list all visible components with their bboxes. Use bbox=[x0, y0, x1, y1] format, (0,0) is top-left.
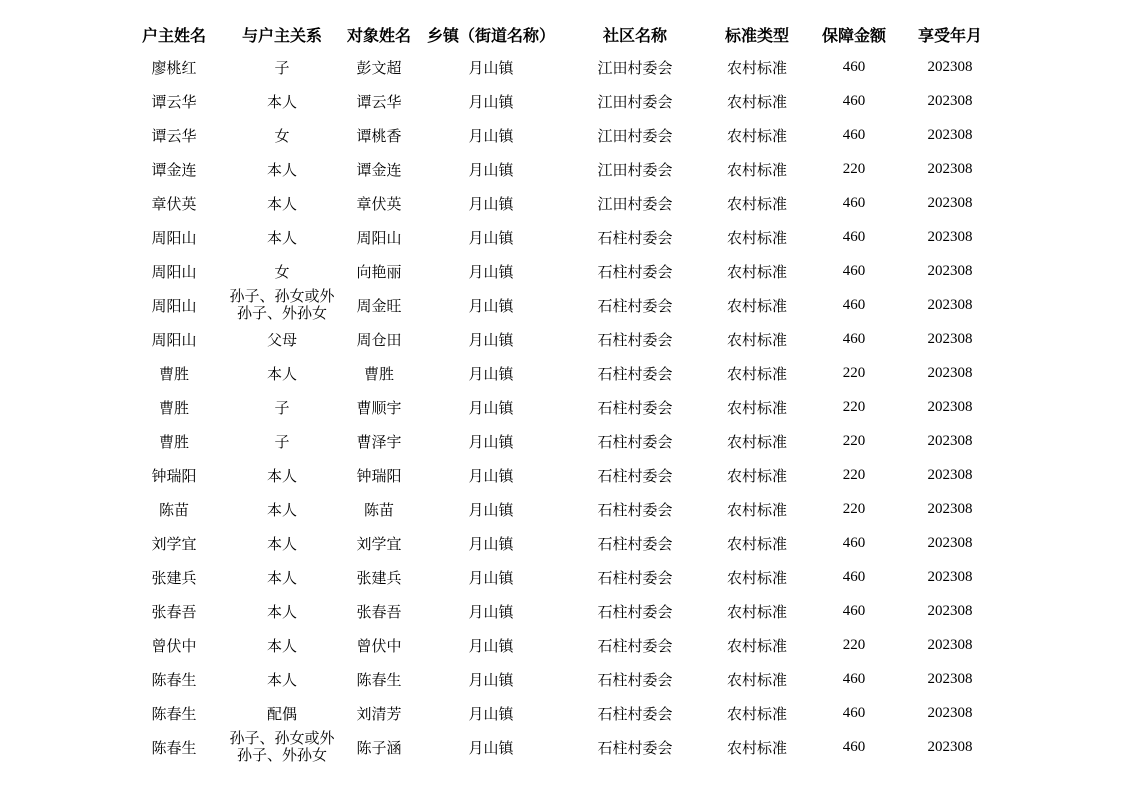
cell-householder-name: 张春吾 bbox=[151, 602, 197, 621]
cell-township: 月山镇 bbox=[468, 126, 514, 145]
cell-month: 202308 bbox=[927, 738, 973, 755]
cell-month: 202308 bbox=[927, 636, 973, 653]
cell-month: 202308 bbox=[927, 466, 973, 483]
cell-month: 202308 bbox=[927, 330, 973, 347]
cell-amount: 220 bbox=[842, 466, 866, 483]
cell-community: 江田村委会 bbox=[597, 58, 673, 77]
cell-township: 月山镇 bbox=[468, 500, 514, 519]
cell-recipient-name: 张春吾 bbox=[356, 602, 402, 621]
cell-amount: 460 bbox=[842, 568, 866, 585]
cell-amount: 460 bbox=[842, 262, 866, 279]
cell-relationship: 配偶 bbox=[266, 704, 297, 723]
cell-month: 202308 bbox=[927, 92, 973, 109]
cell-community: 江田村委会 bbox=[597, 194, 673, 213]
cell-amount: 460 bbox=[842, 704, 866, 721]
cell-householder-name: 张建兵 bbox=[151, 568, 197, 587]
cell-amount: 460 bbox=[842, 738, 866, 755]
cell-month: 202308 bbox=[927, 670, 973, 687]
cell-township: 月山镇 bbox=[468, 432, 514, 451]
cell-community: 石柱村委会 bbox=[597, 704, 673, 723]
left-margin bbox=[0, 492, 125, 526]
cell-township: 月山镇 bbox=[468, 296, 514, 315]
cell-month: 202308 bbox=[927, 568, 973, 585]
cell-standard-type: 农村标准 bbox=[726, 602, 787, 621]
cell-householder-name: 陈春生 bbox=[151, 704, 197, 723]
cell-month: 202308 bbox=[927, 126, 973, 143]
cell-recipient-name: 钟瑞阳 bbox=[356, 466, 402, 485]
cell-relationship: 本人 bbox=[266, 534, 297, 553]
cell-householder-name: 陈苗 bbox=[158, 500, 189, 519]
left-margin bbox=[0, 424, 125, 458]
table-row bbox=[0, 560, 1001, 594]
cell-standard-type: 农村标准 bbox=[726, 126, 787, 145]
cell-householder-name: 章伏英 bbox=[151, 194, 197, 213]
cell-community: 石柱村委会 bbox=[597, 738, 673, 757]
cell-month: 202308 bbox=[927, 602, 973, 619]
header-row bbox=[0, 18, 1001, 50]
cell-standard-type: 农村标准 bbox=[726, 330, 787, 349]
cell-community: 石柱村委会 bbox=[597, 228, 673, 247]
cell-standard-type: 农村标准 bbox=[726, 364, 787, 383]
cell-community: 江田村委会 bbox=[597, 126, 673, 145]
cell-township: 月山镇 bbox=[468, 194, 514, 213]
cell-month: 202308 bbox=[927, 704, 973, 721]
left-margin bbox=[0, 288, 125, 322]
cell-recipient-name: 彭文超 bbox=[356, 58, 402, 77]
cell-township: 月山镇 bbox=[468, 92, 514, 111]
cell-amount: 220 bbox=[842, 364, 866, 381]
cell-community: 江田村委会 bbox=[597, 92, 673, 111]
table-row bbox=[0, 662, 1001, 696]
cell-month: 202308 bbox=[927, 432, 973, 449]
cell-householder-name: 钟瑞阳 bbox=[151, 466, 197, 485]
cell-standard-type: 农村标准 bbox=[726, 432, 787, 451]
beneficiary-table bbox=[0, 18, 1001, 764]
cell-recipient-name: 谭云华 bbox=[356, 92, 402, 111]
cell-amount: 460 bbox=[842, 534, 866, 551]
cell-recipient-name: 刘清芳 bbox=[356, 704, 402, 723]
cell-amount: 460 bbox=[842, 58, 866, 75]
cell-relationship: 子 bbox=[274, 398, 290, 417]
cell-relationship: 本人 bbox=[266, 92, 297, 111]
table-row bbox=[0, 458, 1001, 492]
cell-householder-name: 曹胜 bbox=[158, 364, 189, 383]
header-amount: 保障金额 bbox=[821, 25, 886, 45]
left-margin bbox=[0, 458, 125, 492]
table-body bbox=[0, 50, 1001, 764]
cell-recipient-name: 谭桃香 bbox=[356, 126, 402, 145]
cell-amount: 220 bbox=[842, 398, 866, 415]
cell-householder-name: 谭云华 bbox=[151, 92, 197, 111]
table-row bbox=[0, 390, 1001, 424]
cell-community: 石柱村委会 bbox=[597, 466, 673, 485]
cell-relationship: 父母 bbox=[266, 330, 297, 349]
cell-township: 月山镇 bbox=[468, 330, 514, 349]
cell-community: 石柱村委会 bbox=[597, 670, 673, 689]
cell-recipient-name: 向艳丽 bbox=[356, 262, 402, 281]
cell-amount: 460 bbox=[842, 330, 866, 347]
cell-householder-name: 周阳山 bbox=[151, 296, 197, 315]
cell-township: 月山镇 bbox=[468, 670, 514, 689]
cell-township: 月山镇 bbox=[468, 160, 514, 179]
table-row bbox=[0, 356, 1001, 390]
cell-standard-type: 农村标准 bbox=[726, 296, 787, 315]
cell-amount: 460 bbox=[842, 228, 866, 245]
cell-amount: 460 bbox=[842, 670, 866, 687]
cell-township: 月山镇 bbox=[468, 636, 514, 655]
cell-recipient-name: 陈苗 bbox=[363, 500, 394, 519]
cell-month: 202308 bbox=[927, 58, 973, 75]
cell-recipient-name: 谭金连 bbox=[356, 160, 402, 179]
cell-relationship: 本人 bbox=[266, 194, 297, 213]
cell-relationship: 女 bbox=[274, 126, 290, 145]
cell-standard-type: 农村标准 bbox=[726, 738, 787, 757]
header-standard-type: 标准类型 bbox=[724, 25, 789, 45]
cell-community: 石柱村委会 bbox=[597, 364, 673, 383]
cell-recipient-name: 曹胜 bbox=[363, 364, 394, 383]
left-margin bbox=[0, 220, 125, 254]
cell-recipient-name: 曹泽宇 bbox=[356, 432, 402, 451]
header-community: 社区名称 bbox=[602, 25, 667, 45]
header-township: 乡镇（街道名称） bbox=[426, 25, 555, 45]
cell-recipient-name: 曾伏中 bbox=[356, 636, 402, 655]
cell-amount: 460 bbox=[842, 296, 866, 313]
cell-month: 202308 bbox=[927, 228, 973, 245]
cell-township: 月山镇 bbox=[468, 534, 514, 553]
cell-standard-type: 农村标准 bbox=[726, 568, 787, 587]
cell-relationship: 本人 bbox=[266, 160, 297, 179]
table-row bbox=[0, 220, 1001, 254]
cell-month: 202308 bbox=[927, 398, 973, 415]
cell-recipient-name: 周金旺 bbox=[356, 296, 402, 315]
left-margin bbox=[0, 662, 125, 696]
cell-month: 202308 bbox=[927, 296, 973, 313]
cell-standard-type: 农村标准 bbox=[726, 534, 787, 553]
cell-recipient-name: 张建兵 bbox=[356, 568, 402, 587]
cell-recipient-name: 周仓田 bbox=[356, 330, 402, 349]
cell-relationship: 本人 bbox=[266, 568, 297, 587]
cell-month: 202308 bbox=[927, 262, 973, 279]
cell-community: 石柱村委会 bbox=[597, 534, 673, 553]
cell-community: 石柱村委会 bbox=[597, 262, 673, 281]
cell-relationship: 孙子、孙女或外孙子、外孙女 bbox=[229, 287, 335, 322]
header-relationship: 与户主关系 bbox=[241, 25, 322, 45]
cell-relationship: 本人 bbox=[266, 636, 297, 655]
cell-community: 石柱村委会 bbox=[597, 568, 673, 587]
cell-recipient-name: 章伏英 bbox=[356, 194, 402, 213]
cell-relationship: 女 bbox=[274, 262, 290, 281]
cell-standard-type: 农村标准 bbox=[726, 262, 787, 281]
cell-standard-type: 农村标准 bbox=[726, 160, 787, 179]
cell-householder-name: 周阳山 bbox=[151, 262, 197, 281]
cell-township: 月山镇 bbox=[468, 228, 514, 247]
cell-standard-type: 农村标准 bbox=[726, 228, 787, 247]
cell-householder-name: 廖桃红 bbox=[151, 58, 197, 77]
table-row bbox=[0, 322, 1001, 356]
cell-community: 石柱村委会 bbox=[597, 602, 673, 621]
table-row bbox=[0, 152, 1001, 186]
cell-township: 月山镇 bbox=[468, 602, 514, 621]
cell-community: 石柱村委会 bbox=[597, 398, 673, 417]
left-margin bbox=[0, 560, 125, 594]
cell-month: 202308 bbox=[927, 364, 973, 381]
header-householder-name: 户主姓名 bbox=[141, 25, 206, 45]
left-margin bbox=[0, 730, 125, 764]
cell-township: 月山镇 bbox=[468, 262, 514, 281]
cell-township: 月山镇 bbox=[468, 704, 514, 723]
cell-recipient-name: 陈子涵 bbox=[356, 738, 402, 757]
cell-standard-type: 农村标准 bbox=[726, 704, 787, 723]
table-row bbox=[0, 288, 1001, 322]
cell-community: 石柱村委会 bbox=[597, 500, 673, 519]
cell-township: 月山镇 bbox=[468, 58, 514, 77]
cell-standard-type: 农村标准 bbox=[726, 500, 787, 519]
cell-month: 202308 bbox=[927, 500, 973, 517]
cell-relationship: 本人 bbox=[266, 500, 297, 519]
cell-amount: 220 bbox=[842, 160, 866, 177]
left-margin bbox=[0, 84, 125, 118]
left-margin bbox=[0, 696, 125, 730]
table-row bbox=[0, 186, 1001, 220]
left-margin bbox=[0, 628, 125, 662]
table-row bbox=[0, 526, 1001, 560]
cell-householder-name: 谭云华 bbox=[151, 126, 197, 145]
cell-householder-name: 曹胜 bbox=[158, 432, 189, 451]
cell-township: 月山镇 bbox=[468, 738, 514, 757]
table-row bbox=[0, 84, 1001, 118]
table-row bbox=[0, 492, 1001, 526]
cell-community: 石柱村委会 bbox=[597, 432, 673, 451]
cell-recipient-name: 刘学宜 bbox=[356, 534, 402, 553]
table-row bbox=[0, 254, 1001, 288]
cell-amount: 220 bbox=[842, 500, 866, 517]
cell-recipient-name: 周阳山 bbox=[356, 228, 402, 247]
cell-householder-name: 陈春生 bbox=[151, 738, 197, 757]
cell-standard-type: 农村标准 bbox=[726, 466, 787, 485]
cell-relationship: 本人 bbox=[266, 466, 297, 485]
cell-householder-name: 谭金连 bbox=[151, 160, 197, 179]
left-margin bbox=[0, 18, 125, 50]
table-row bbox=[0, 118, 1001, 152]
left-margin bbox=[0, 594, 125, 628]
left-margin bbox=[0, 526, 125, 560]
cell-relationship: 本人 bbox=[266, 602, 297, 621]
left-margin bbox=[0, 390, 125, 424]
cell-community: 石柱村委会 bbox=[597, 330, 673, 349]
cell-householder-name: 陈春生 bbox=[151, 670, 197, 689]
cell-standard-type: 农村标准 bbox=[726, 92, 787, 111]
cell-relationship: 本人 bbox=[266, 364, 297, 383]
cell-relationship: 本人 bbox=[266, 228, 297, 247]
table-row bbox=[0, 730, 1001, 764]
cell-standard-type: 农村标准 bbox=[726, 670, 787, 689]
table-row bbox=[0, 424, 1001, 458]
cell-standard-type: 农村标准 bbox=[726, 636, 787, 655]
left-margin bbox=[0, 322, 125, 356]
cell-relationship: 子 bbox=[274, 58, 290, 77]
cell-amount: 220 bbox=[842, 432, 866, 449]
cell-recipient-name: 曹顺宇 bbox=[356, 398, 402, 417]
header-month: 享受年月 bbox=[917, 25, 982, 45]
cell-amount: 460 bbox=[842, 602, 866, 619]
cell-community: 江田村委会 bbox=[597, 160, 673, 179]
table-row bbox=[0, 594, 1001, 628]
cell-month: 202308 bbox=[927, 160, 973, 177]
cell-month: 202308 bbox=[927, 534, 973, 551]
cell-amount: 460 bbox=[842, 126, 866, 143]
left-margin bbox=[0, 356, 125, 390]
cell-householder-name: 周阳山 bbox=[151, 228, 197, 247]
table-row bbox=[0, 696, 1001, 730]
cell-householder-name: 刘学宜 bbox=[151, 534, 197, 553]
cell-standard-type: 农村标准 bbox=[726, 398, 787, 417]
cell-amount: 460 bbox=[842, 92, 866, 109]
left-margin bbox=[0, 186, 125, 220]
cell-amount: 460 bbox=[842, 194, 866, 211]
cell-relationship: 本人 bbox=[266, 670, 297, 689]
cell-householder-name: 曾伏中 bbox=[151, 636, 197, 655]
cell-householder-name: 曹胜 bbox=[158, 398, 189, 417]
cell-standard-type: 农村标准 bbox=[726, 194, 787, 213]
cell-amount: 220 bbox=[842, 636, 866, 653]
cell-householder-name: 周阳山 bbox=[151, 330, 197, 349]
left-margin bbox=[0, 254, 125, 288]
cell-recipient-name: 陈春生 bbox=[356, 670, 402, 689]
header-recipient-name: 对象姓名 bbox=[346, 25, 411, 45]
cell-township: 月山镇 bbox=[468, 466, 514, 485]
cell-community: 石柱村委会 bbox=[597, 636, 673, 655]
cell-relationship: 孙子、孙女或外孙子、外孙女 bbox=[229, 729, 335, 764]
cell-township: 月山镇 bbox=[468, 364, 514, 383]
cell-community: 石柱村委会 bbox=[597, 296, 673, 315]
cell-standard-type: 农村标准 bbox=[726, 58, 787, 77]
left-margin bbox=[0, 50, 125, 84]
cell-month: 202308 bbox=[927, 194, 973, 211]
cell-township: 月山镇 bbox=[468, 568, 514, 587]
left-margin bbox=[0, 152, 125, 186]
table-row bbox=[0, 50, 1001, 84]
left-margin bbox=[0, 118, 125, 152]
cell-relationship: 子 bbox=[274, 432, 290, 451]
table-row bbox=[0, 628, 1001, 662]
cell-township: 月山镇 bbox=[468, 398, 514, 417]
